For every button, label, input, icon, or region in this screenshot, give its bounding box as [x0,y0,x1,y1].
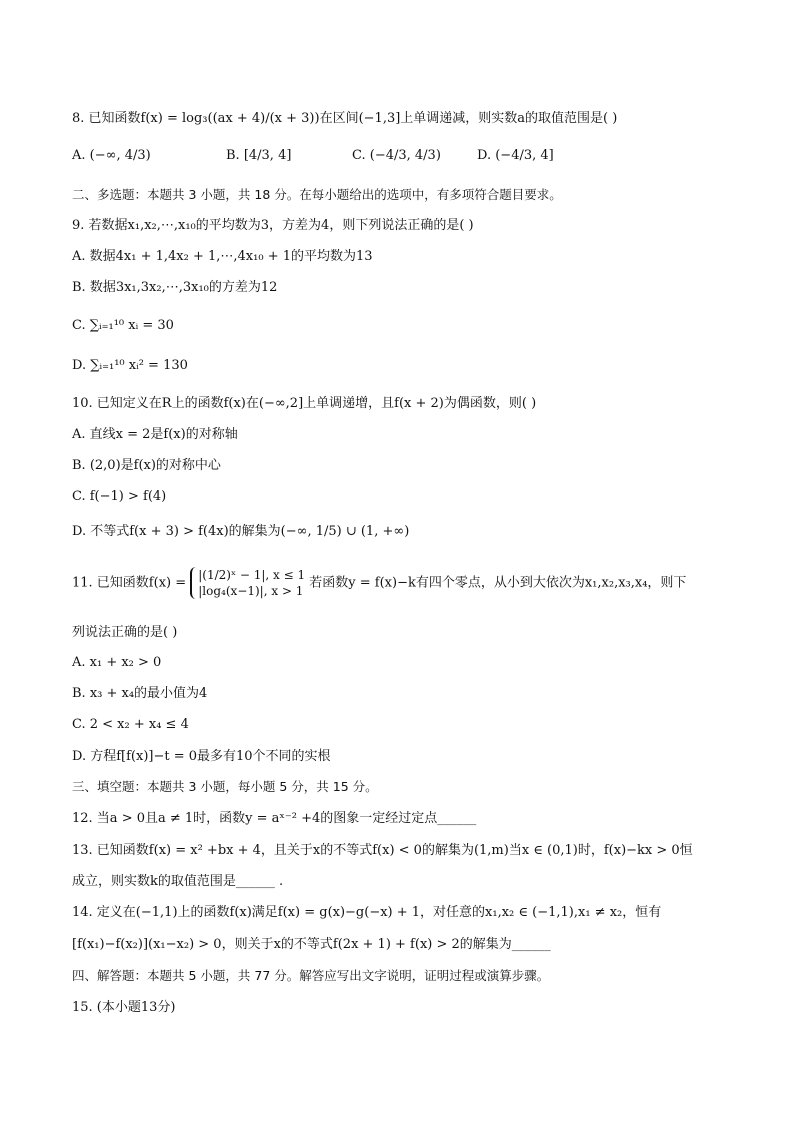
q8-option-d: D. (−4/3, 4] [477,148,554,163]
q15-heading: 15. (本小题13分) [72,1000,176,1015]
q10-option-a: A. 直线x = 2是f(x)的对称轴 [72,427,238,442]
q13-stem-line-1: 13. 已知函数f(x) = x² +bx + 4，且关于x的不等式f(x) < 0的解集为(1,m)当x ∈ (0,1)时，f(x)−kx > 0恒 [72,843,693,858]
q9-option-b: B. 数据3x₁,3x₂,⋯,3x₁₀的方差为12 [72,280,278,295]
q9-option-a: A. 数据4x₁ + 1,4x₂ + 1,⋯,4x₁₀ + 1的平均数为13 [72,249,373,264]
piecewise-brace [190,567,305,599]
q11-option-d: D. 方程f[f(x)]−t = 0最多有10个不同的实根 [72,749,331,764]
section-3-heading: 三、填空题：本题共 3 小题，每小题 5 分，共 15 分。 [72,779,378,794]
q14-stem-line-1: 14. 定义在(−1,1)上的函数f(x)满足f(x) = g(x)−g(−x) + 1，对任意的x₁,x₂ ∈ (−1,1),x₁ ≠ x₂，恒有 [72,905,662,920]
q10-stem: 10. 已知定义在R上的函数f(x)在(−∞,2]上单调递增，且f(x + 2)为偶函数，则( ) [72,396,537,411]
q13-stem-line-2: 成立，则实数k的取值范围是______ . [72,874,284,889]
section-4-heading: 四、解答题：本题共 5 小题，共 77 分。解答应写出文字说明，证明过程或演算步骤。 [72,968,550,983]
q12-stem: 12. 当a > 0且a ≠ 1时，函数y = aˣ⁻² +4的图象一定经过定点______ [72,811,477,826]
q9-option-c: C. ∑ᵢ₌₁¹⁰ xᵢ = 30 [72,318,174,333]
q8-option-a: A. (−∞, 4/3) [72,148,151,163]
q9-option-d: D. ∑ᵢ₌₁¹⁰ xᵢ² = 130 [72,358,188,373]
q11-suffix: 若函数y = f(x)−k有四个零点，从小到大依次为x₁,x₂,x₃,x₄，则下 [309,575,687,591]
q11-prefix: 11. 已知函数f(x) = [72,575,187,591]
q14-stem-line-2: [f(x₁)−f(x₂)](x₁−x₂) > 0，则关于x的不等式f(2x + 1) + f(x) > 2的解集为______ [72,937,551,952]
q8-stem: 8. 已知函数f(x) = log₃((ax + 4)/(x + 3))在区间(−1,3]上单调递减，则实数a的取值范围是( ) [72,111,618,126]
q10-option-d: D. 不等式f(x + 3) > f(4x)的解集为(−∞, 1/5) ∪ (1, +∞) [72,524,410,539]
q11-case-2: |log₄(x−1)|, x > 1 [198,584,304,598]
section-2-heading: 二、多选题：本题共 3 小题，共 18 分。在每小题给出的选项中，有多项符合题目要求。 [72,187,562,202]
q11-stem [72,567,686,599]
q8-option-c: C. (−4/3, 4/3) [352,148,441,163]
q11-option-c: C. 2 < x₂ + x₄ ≤ 4 [72,717,189,732]
q9-stem: 9. 若数据x₁,x₂,⋯,x₁₀的平均数为3，方差为4，则下列说法正确的是( ) [72,218,474,233]
q10-option-c: C. f(−1) > f(4) [72,489,167,504]
q11-stem-continued: 列说法正确的是( ) [72,625,178,640]
q10-option-b: B. (2,0)是f(x)的对称中心 [72,458,221,473]
q8-options [72,148,734,170]
q11-option-a: A. x₁ + x₂ > 0 [72,655,162,670]
q11-case-1: |(1/2)ˣ − 1|, x ≤ 1 [198,568,306,582]
q8-option-b: B. [4/3, 4] [226,148,292,163]
q11-option-b: B. x₃ + x₄的最小值为4 [72,686,208,701]
